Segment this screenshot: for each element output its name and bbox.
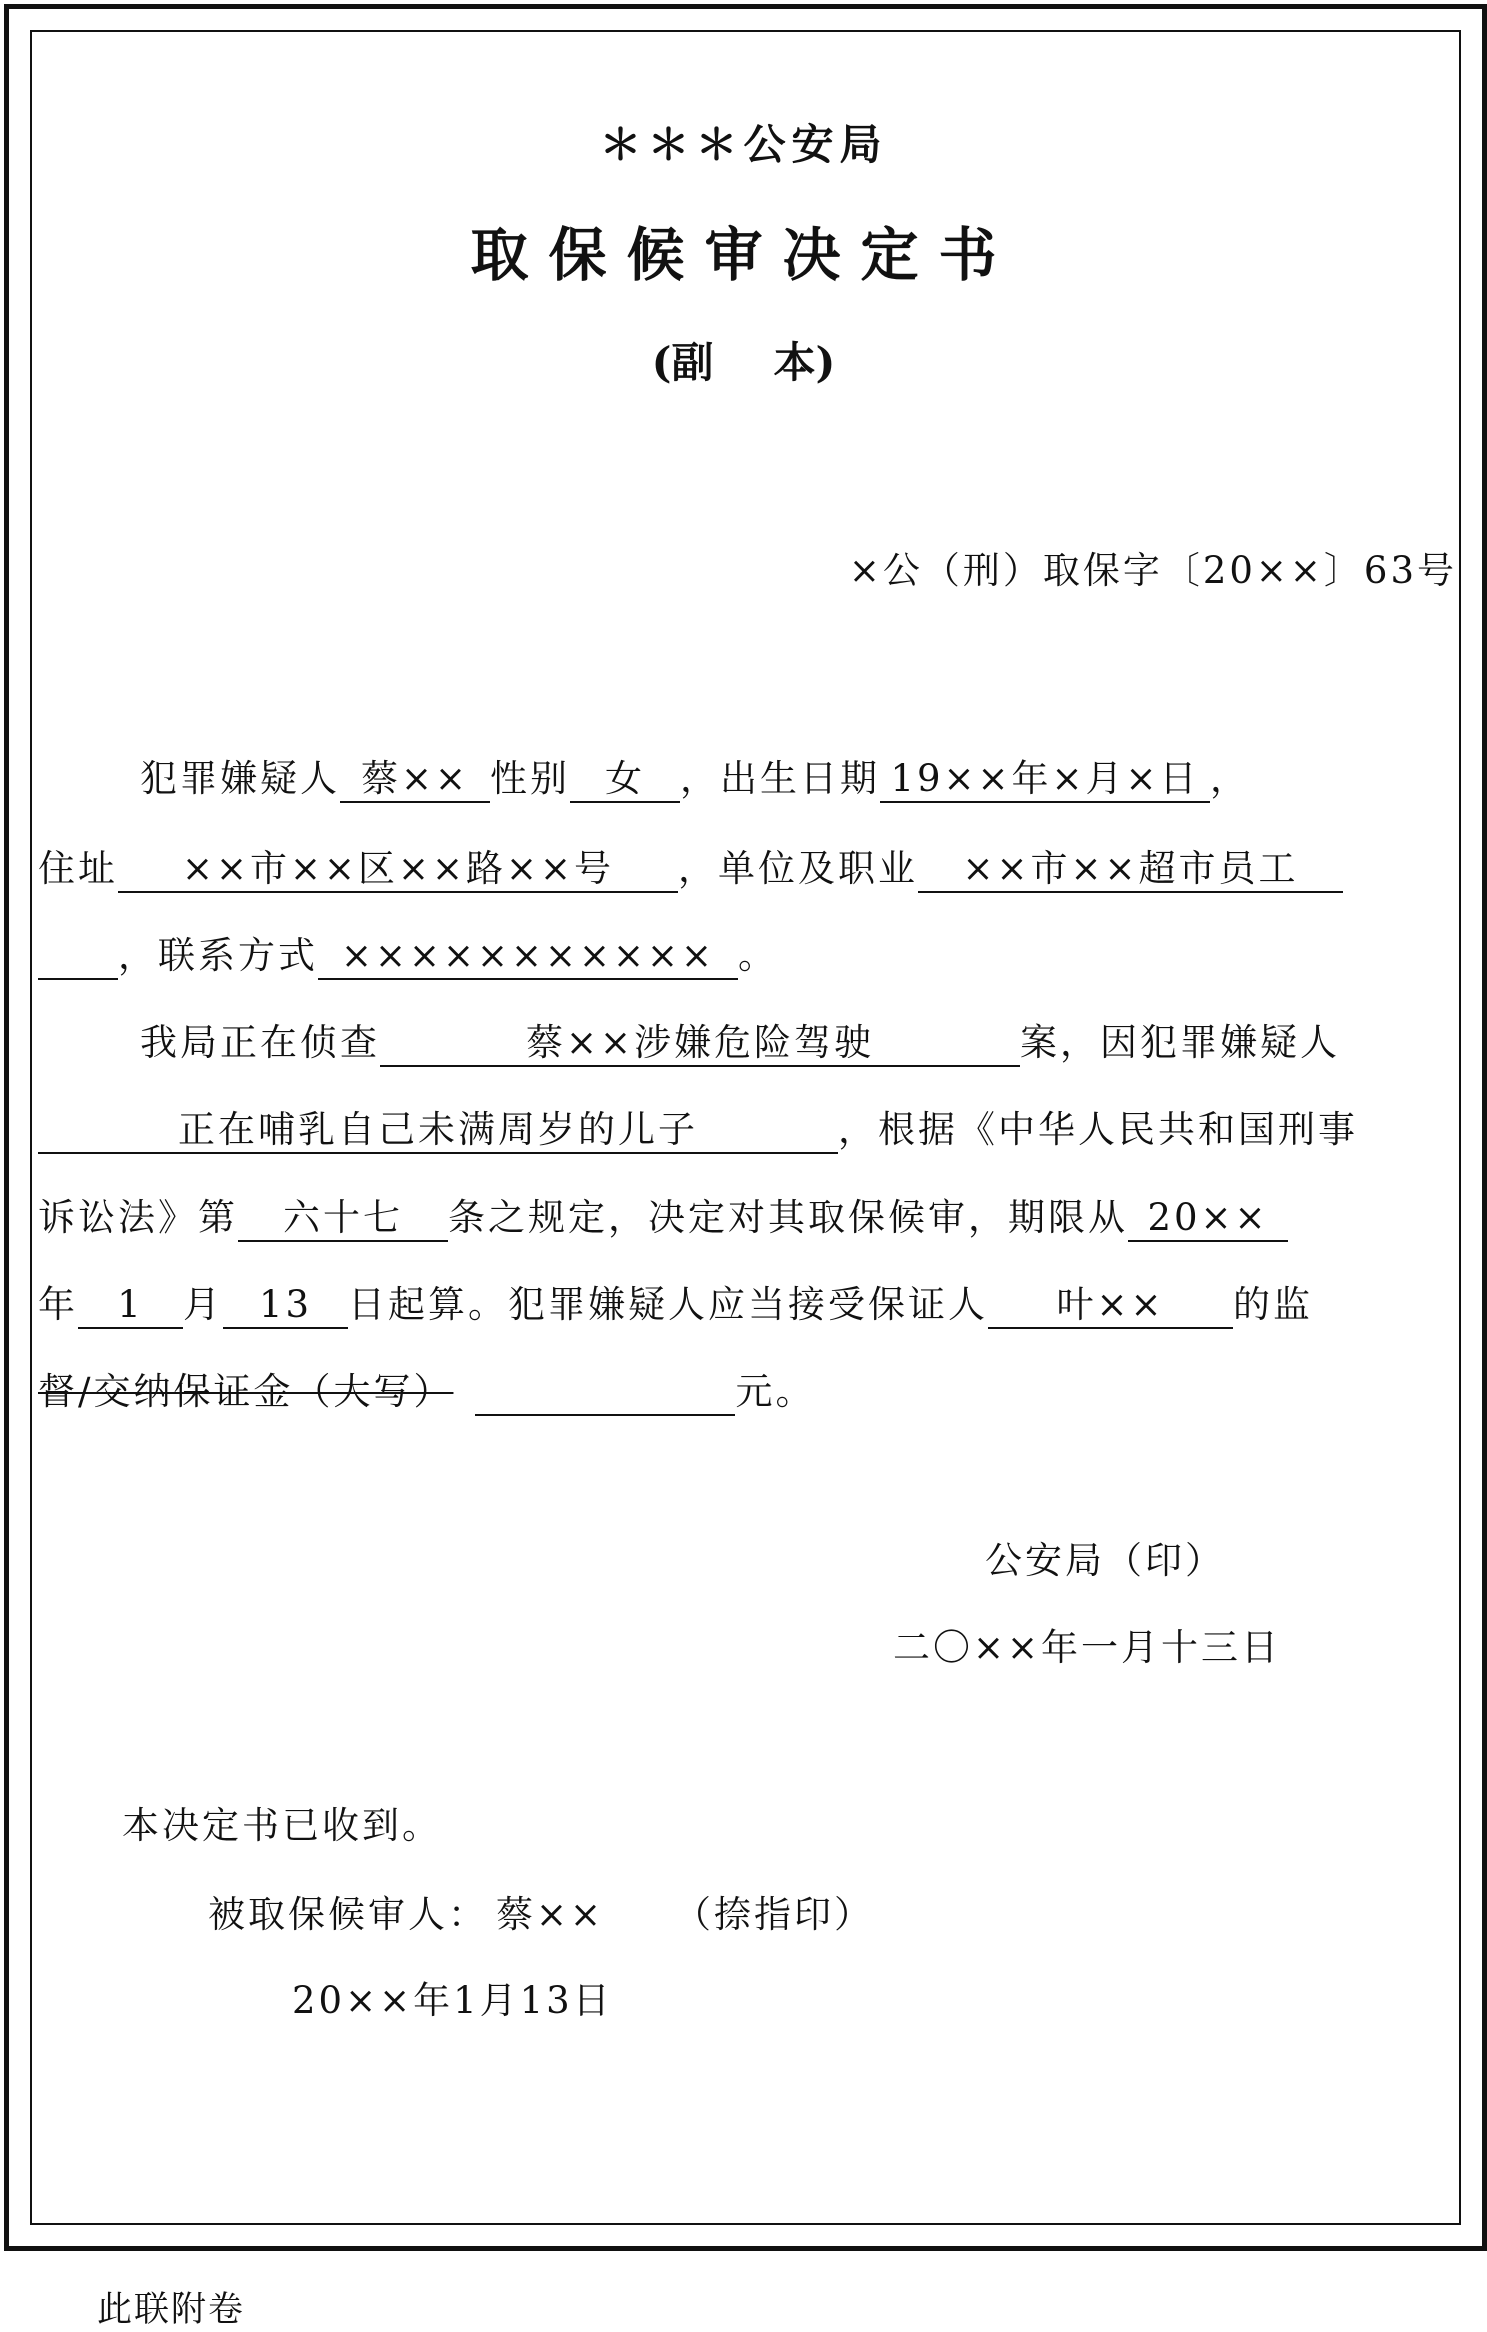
suspect-line-2 [38,838,1343,893]
suspect-birth: 19××年×月×日 [880,758,1210,803]
body-line-5 [38,1361,815,1416]
label-suspect-name: 犯罪嫌疑人 [140,757,340,800]
guarantor-name: 叶×× [988,1284,1233,1329]
case-prefix: 我局正在侦查 [140,1021,380,1064]
case-suffix: 案，因犯罪嫌疑人 [1020,1021,1340,1064]
deposit-amount [475,1371,735,1416]
fingerprint-mark: （捺指印） [674,1893,875,1936]
suspect-name: 蔡×× [340,758,490,803]
year-suffix: 年 [38,1283,78,1326]
copy-label [0,330,1487,390]
body-line-4 [38,1274,1313,1329]
suspect-work: ××市××超市员工 [918,848,1343,893]
copy-close: 本) [773,338,836,387]
receipt-date: 20××年1月13日 [292,1979,613,2022]
start-day: 13 [223,1284,348,1329]
suspect-line-1 [140,748,1250,803]
period-1: 。 [738,934,778,977]
bail-reason: 正在哺乳自己未满周岁的儿子 [38,1109,838,1154]
start-month: 1 [78,1284,183,1329]
start-year: 20×× [1128,1197,1288,1242]
label-birth: ，出生日期 [680,757,880,800]
body-line-2 [38,1099,1358,1154]
police-seal: 公安局（印） [985,1539,1225,1582]
footer-note: 此联附卷 [97,2290,246,2330]
suspect-address: ××市××区××路××号 [118,848,678,893]
yuan-end: 元。 [735,1370,816,1413]
label-work: ，单位及职业 [678,847,918,890]
suspect-line-3 [38,925,778,980]
work-continuation-blank [38,935,118,980]
issue-date: 二〇××年一月十三日 [893,1626,1282,1669]
suspect-contact: ××××××××××× [318,935,738,980]
label-gender: 性别 [490,757,570,800]
receiver-label: 被取保候审人： [208,1893,488,1936]
comma-1: ， [1210,757,1250,800]
article-prefix: 诉讼法》第 [38,1196,238,1239]
receiver-line [208,1884,874,1938]
supervision-text: 的监 [1233,1283,1313,1326]
decision-text: 条之规定，决定对其取保候审，期限从 [448,1196,1128,1239]
law-reference: ，根据《中华人民共和国刑事 [838,1108,1358,1151]
receiver-name: 蔡×× [496,1893,605,1936]
body-line-3 [38,1187,1288,1242]
start-text: 日起算。犯罪嫌疑人应当接受保证人 [348,1283,988,1326]
document-number: ×公（刑）取保字〔20××〕63号 [848,549,1457,592]
article-number: 六十七 [238,1197,448,1242]
document-title: 取保候审决定书 [470,221,1017,289]
suspect-gender: 女 [570,758,680,803]
receipt-confirmation: 本决定书已收到。 [122,1804,442,1847]
bail-deposit-strike: 督/交纳保证金（大写） [38,1370,454,1413]
case-name: 蔡××涉嫌危险驾驶 [380,1022,1020,1067]
label-contact: ，联系方式 [118,934,318,977]
agency-name: ＊＊＊公安局 [599,120,888,169]
month-suffix: 月 [183,1283,223,1326]
body-line-1 [140,1012,1340,1067]
copy-open: (副 [651,338,714,387]
label-address: 住址 [38,847,118,890]
